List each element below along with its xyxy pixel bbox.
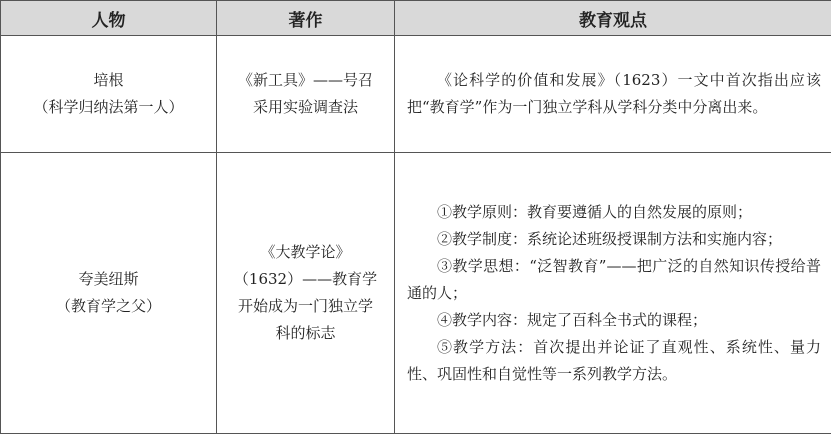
table-row: [1, 36, 831, 153]
person-cell: [1, 153, 217, 434]
header-work: 著作: [217, 1, 395, 36]
work-line: 《新工具》——号召: [217, 67, 394, 94]
person-title: （教育学之父）: [1, 293, 216, 320]
table-header-row: [1, 1, 831, 36]
work-line: 《大教学论》: [217, 239, 394, 266]
person-name: 夸美纽斯: [1, 266, 216, 293]
header-person: 人物: [1, 1, 217, 36]
work-line: （1632）——教育学: [217, 266, 394, 293]
work-line: 开始成为一门独立学: [217, 293, 394, 320]
person-cell: [1, 36, 217, 153]
person-name: 培根: [1, 67, 216, 94]
work-line: 采用实验调查法: [217, 94, 394, 121]
header-views: 教育观点: [395, 1, 831, 36]
views-cell: [395, 153, 831, 434]
view-paragraph: ①教学原则：教育要遵循人的自然发展的原则；: [407, 199, 821, 226]
table-row: [1, 153, 831, 434]
view-paragraph: ⑤教学方法：首次提出并论证了直观性、系统性、量力性、巩固性和自觉性等一系列教学方法。: [407, 334, 821, 388]
view-paragraph: ③教学思想：“泛智教育”——把广泛的自然知识传授给普通的人；: [407, 253, 821, 307]
person-title: （科学归纳法第一人）: [1, 94, 216, 121]
work-line: 科的标志: [217, 320, 394, 347]
work-cell: [217, 153, 395, 434]
view-paragraph: ④教学内容：规定了百科全书式的课程；: [407, 307, 821, 334]
views-cell: [395, 36, 831, 153]
view-paragraph: 《论科学的价值和发展》（1623）一文中首次指出应该把“教育学”作为一门独立学科从学科分类中分离出来。: [407, 67, 821, 121]
view-paragraph: ②教学制度：系统论述班级授课制方法和实施内容；: [407, 226, 821, 253]
work-cell: [217, 36, 395, 153]
